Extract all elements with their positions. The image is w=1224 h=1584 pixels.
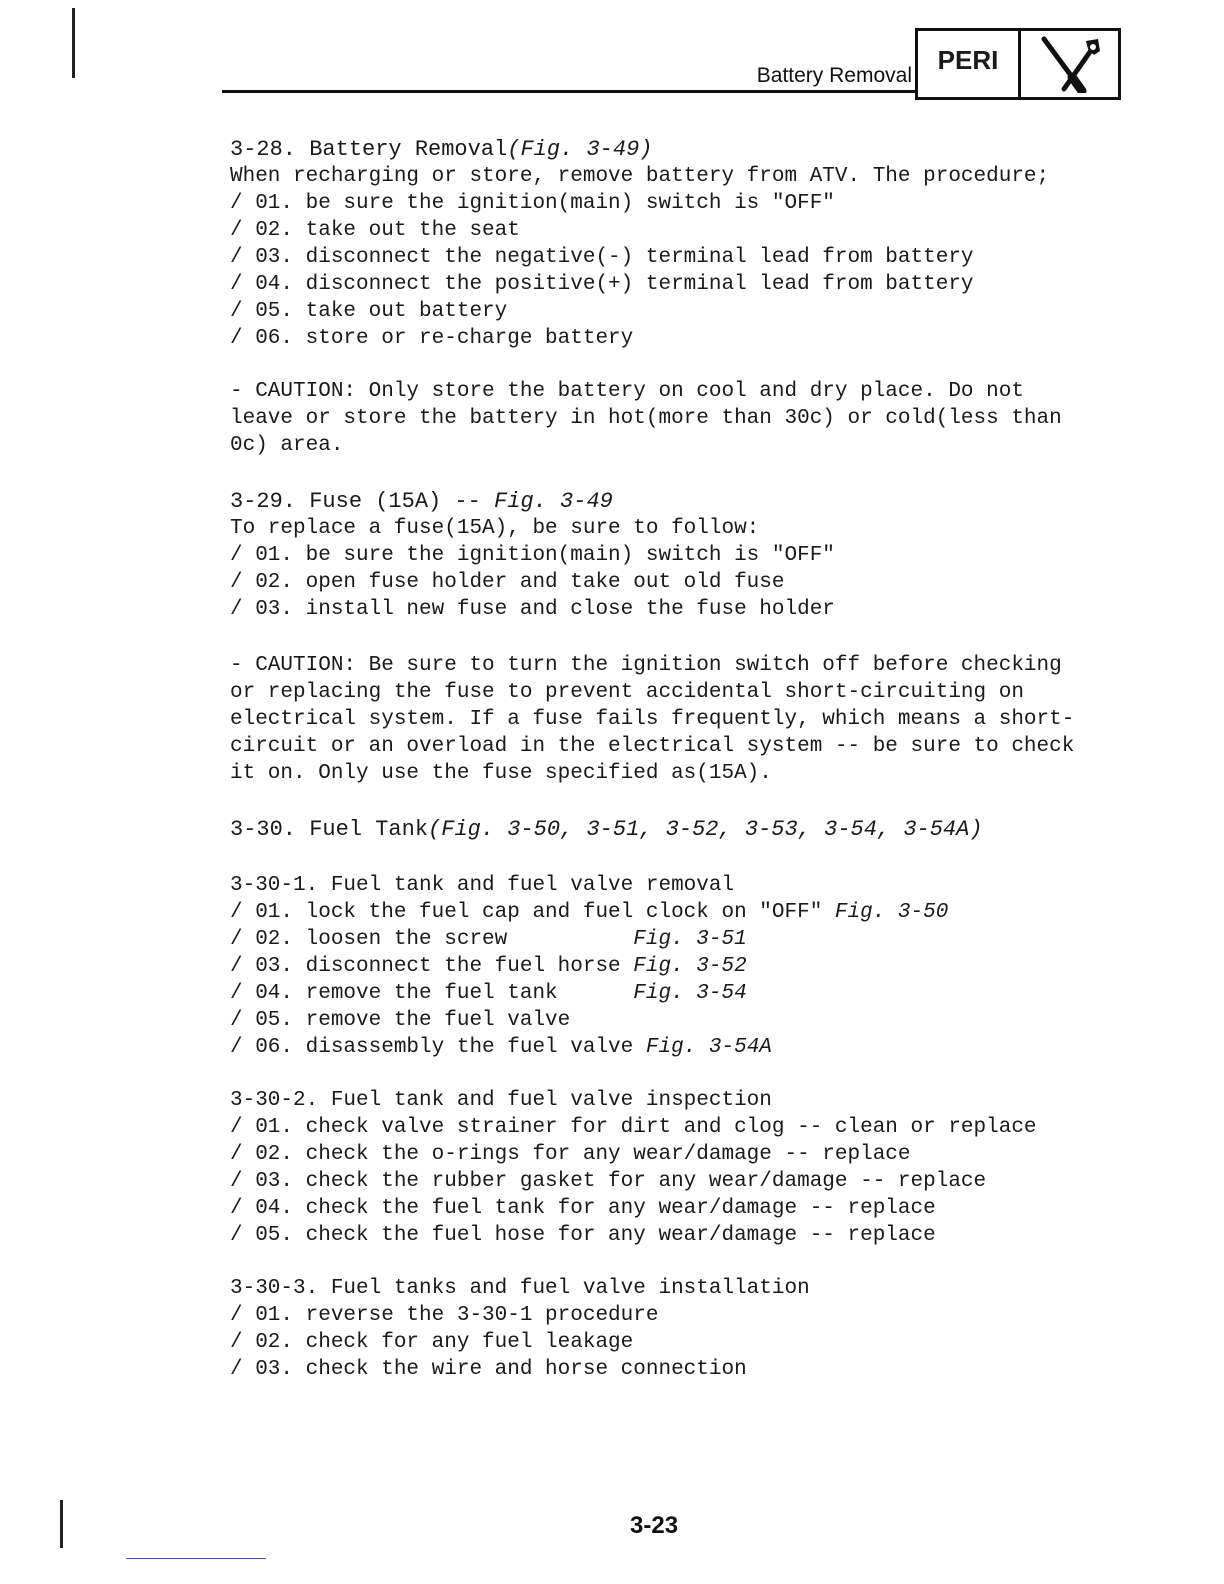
caution-text: - CAUTION: Be sure to turn the ignition switch off before checking [230, 654, 1062, 677]
list-item: / 03. install new fuse and close the fuse holder [230, 598, 835, 621]
list-item: / 02. check for any fuel leakage [230, 1331, 634, 1354]
list-item: / 04. check the fuel tank for any wear/damage -- replace [230, 1197, 936, 1220]
list-item: / 01. be sure the ignition(main) switch is "OFF" [230, 544, 835, 567]
list-item: / 05. take out battery [230, 300, 508, 323]
badge-label: PERI [918, 31, 1021, 97]
figure-ref: (Fig. 3-49) [507, 137, 653, 162]
scan-edge-mark-top [72, 8, 75, 78]
step-text: / 04. remove the fuel tank [230, 982, 634, 1005]
heading-text: 3-30. Fuel Tank [230, 817, 429, 842]
caution-text: leave or store the battery in hot(more than 30c) or cold(less than [230, 407, 1062, 430]
section-intro: To replace a fuse(15A), be sure to follow: [230, 517, 760, 540]
heading-text: 3-29. Fuse (15A) -- [230, 489, 495, 514]
figure-ref: Fig. 3-54 [633, 982, 747, 1005]
figure-ref: Fig. 3-52 [633, 955, 747, 978]
list-item: / 02. take out the seat [230, 219, 520, 242]
figure-ref: Fig. 3-49 [494, 489, 613, 514]
step-text: / 03. disconnect the fuel horse [230, 955, 634, 978]
header-rule [222, 90, 915, 93]
page-content [230, 136, 1130, 1383]
list-item: / 02. open fuse holder and take out old fuse [230, 571, 785, 594]
list-item: / 01. be sure the ignition(main) switch is "OFF" [230, 192, 835, 215]
list-item [230, 1034, 1130, 1061]
list-item [230, 899, 1130, 926]
list-item [230, 1007, 1130, 1034]
list-item: / 05. check the fuel hose for any wear/damage -- replace [230, 1224, 936, 1247]
figure-ref: (Fig. 3-50, 3-51, 3-52, 3-53, 3-54, 3-54A) [428, 817, 983, 842]
list-item: / 01. check valve strainer for dirt and clog -- clean or replace [230, 1116, 1037, 1139]
step-text: / 05. remove the fuel valve [230, 1009, 571, 1032]
figure-ref: Fig. 3-54A [645, 1036, 772, 1059]
caution-text: or replacing the fuse to prevent accidental short-circuiting on [230, 681, 1024, 704]
scan-edge-mark-bottom [60, 1500, 63, 1548]
section-heading-3-28 [230, 136, 1130, 163]
subsection-title: 3-30-3. Fuel tanks and fuel valve installation [230, 1277, 810, 1300]
caution-text: electrical system. If a fuse fails frequently, which means a short- [230, 708, 1075, 731]
footer-rule [126, 1558, 266, 1559]
list-item: / 06. store or re-charge battery [230, 327, 634, 350]
caution-text: circuit or an overload in the electrical system -- be sure to check [230, 735, 1075, 758]
subsection-title: 3-30-1. Fuel tank and fuel valve removal [230, 874, 735, 897]
list-item: / 03. check the wire and horse connection [230, 1358, 747, 1381]
list-item: / 02. check the o-rings for any wear/damage -- replace [230, 1143, 911, 1166]
step-text: / 06. disassembly the fuel valve [230, 1036, 646, 1059]
figure-ref: Fig. 3-51 [633, 928, 747, 951]
step-text: / 01. lock the fuel cap and fuel clock on "OFF" [230, 901, 835, 924]
caution-text: 0c) area. [230, 434, 344, 457]
heading-text: 3-28. Battery Removal [230, 137, 508, 162]
page-number: 3-23 [630, 1512, 679, 1539]
list-item [230, 953, 1130, 980]
list-item: / 03. disconnect the negative(-) terminal lead from battery [230, 246, 974, 269]
tools-icon [1021, 31, 1118, 97]
section-heading-3-29 [230, 488, 1130, 515]
section-title: Battery Removal [756, 64, 912, 87]
list-item: / 03. check the rubber gasket for any wear/damage -- replace [230, 1170, 987, 1193]
section-badge [915, 28, 1121, 100]
caution-text: it on. Only use the fuse specified as(15A). [230, 762, 772, 785]
list-item [230, 926, 1130, 953]
subsection-title: 3-30-2. Fuel tank and fuel valve inspection [230, 1089, 772, 1112]
list-item: / 01. reverse the 3-30-1 procedure [230, 1304, 659, 1327]
list-item [230, 980, 1130, 1007]
step-text: / 02. loosen the screw [230, 928, 634, 951]
caution-text: - CAUTION: Only store the battery on cool and dry place. Do not [230, 380, 1024, 403]
list-item: / 04. disconnect the positive(+) terminal lead from battery [230, 273, 974, 296]
section-intro: When recharging or store, remove battery from ATV. The procedure; [230, 165, 1050, 188]
section-heading-3-30 [230, 816, 1130, 843]
figure-ref: Fig. 3-50 [834, 901, 949, 924]
